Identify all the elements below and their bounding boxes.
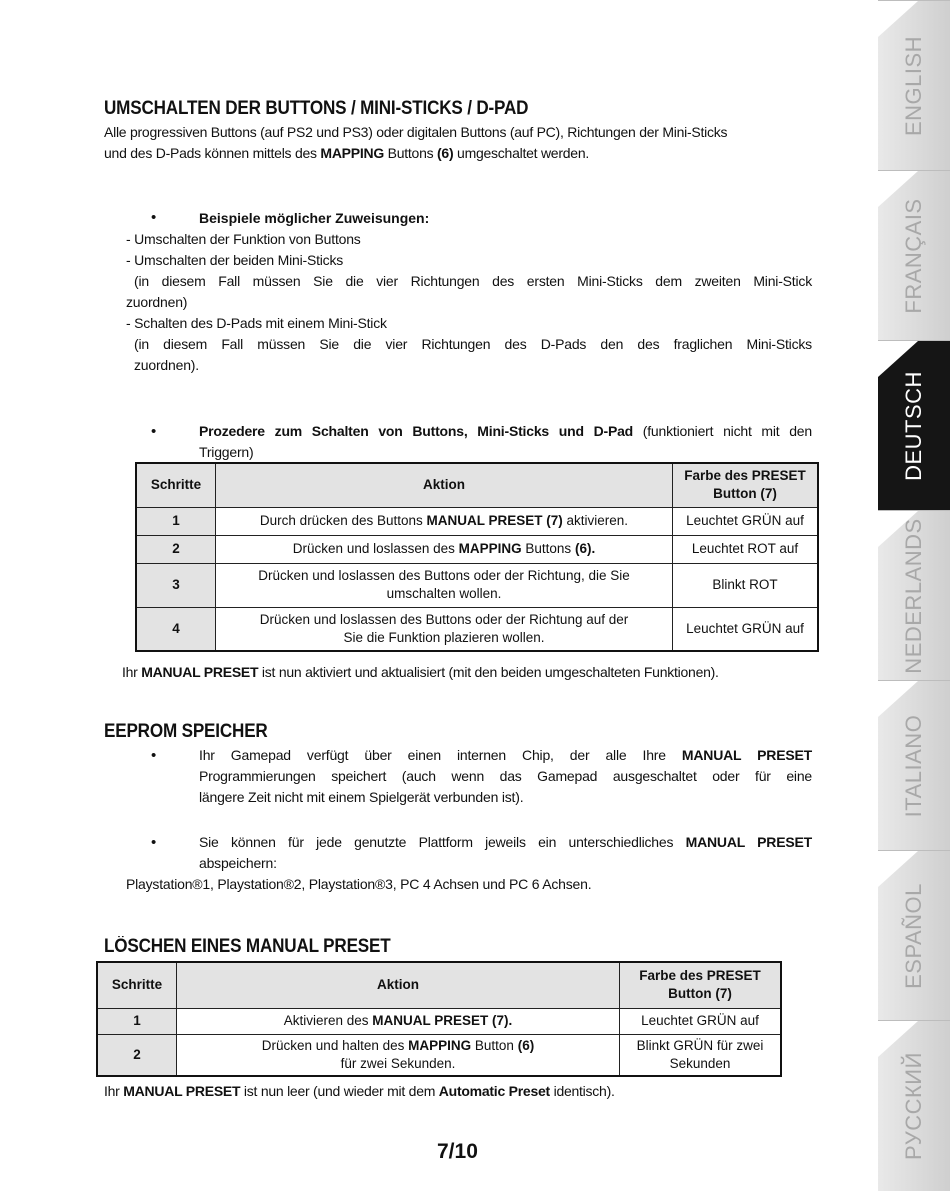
eeprom-bullet-2: Sie können für jede genutzte Plattform jeweils ein unterschiedliches MANUAL PRESET abspeichern:: [199, 834, 812, 871]
examples-heading: Beispiele möglicher Zuweisungen:: [199, 210, 430, 226]
table-row: 4 Drücken und loslassen des Buttons oder der Richtung auf der Sie die Funktion plazieren wollen. Leuchtet GRÜN auf: [136, 607, 818, 651]
table-row: 3 Drücken und loslassen des Buttons oder der Richtung, die Sie umschalten wollen. Blinkt ROT: [136, 563, 818, 607]
intro-line-1: Alle progressiven Buttons (auf PS2 und PS3) oder digitalen Buttons (auf PC), Richtungen der Mini-Sticks: [104, 124, 728, 140]
intro-line-2: und des D-Pads können mittels des MAPPING Buttons (6) umgeschaltet werden.: [104, 145, 589, 161]
tab-english[interactable]: ENGLISH: [878, 0, 950, 171]
example-item: - Schalten des D-Pads mit einem Mini-Stick: [126, 315, 387, 331]
procedure-heading: Prozedere zum Schalten von Buttons, Mini-Sticks und D-Pad (funktioniert nicht mit den Triggern): [199, 423, 812, 460]
bullet-icon: •: [151, 834, 157, 851]
example-note: zuordnen).: [134, 357, 199, 373]
section-heading-eeprom: EEPROM SPEICHER: [104, 721, 268, 742]
example-note: zuordnen): [126, 294, 188, 310]
tab-espanol[interactable]: ESPAÑOL: [878, 850, 950, 1021]
col-header-step: Schritte: [97, 962, 177, 1008]
delete-steps-table: [96, 961, 782, 1077]
tab-russian[interactable]: РУССКИЙ: [878, 1020, 950, 1191]
table-row: 2 Drücken und loslassen des MAPPING Buttons (6). Leuchtet ROT auf: [136, 535, 818, 563]
bullet-icon: •: [151, 747, 157, 764]
col-header-step: Schritte: [136, 463, 216, 507]
col-header-action: Aktion: [216, 463, 673, 507]
example-note: (in diesem Fall müssen Sie die vier Richtungen des D-Pads den des fraglichen Mini-Sticks: [134, 336, 812, 352]
examples-list: [126, 229, 812, 376]
delete-summary: Ihr MANUAL PRESET ist nun leer (und wieder mit dem Automatic Preset identisch).: [104, 1083, 615, 1099]
remapping-steps-table: [135, 462, 819, 652]
table-row: 2 Drücken und halten des MAPPING Button (6) für zwei Sekunden. Blinkt GRÜN für zwei Sekunden: [97, 1034, 781, 1076]
example-note: (in diesem Fall müssen Sie die vier Richtungen des ersten Mini-Sticks dem zweiten Mini-Stick: [134, 273, 812, 289]
section-heading-remapping: UMSCHALTEN DER BUTTONS / MINI-STICKS / D-PAD: [104, 98, 529, 119]
col-header-color: Farbe des PRESET Button (7): [673, 463, 819, 507]
eeprom-bullet-1: Ihr Gamepad verfügt über einen internen Chip, der alle Ihre MANUAL PRESET Programmierungen speichert (auch wenn das Gamepad ausgeschaltet oder für eine längere Zeit nicht mit einem Spielgerät verbunden ist).: [199, 747, 812, 805]
col-header-color: Farbe des PRESET Button (7): [620, 962, 782, 1008]
page-number: 7/10: [437, 1140, 478, 1163]
example-item: - Umschalten der beiden Mini-Sticks: [126, 252, 344, 268]
remapping-intro: [104, 122, 814, 164]
tab-italiano[interactable]: ITALIANO: [878, 680, 950, 851]
language-tabs: [878, 0, 950, 1189]
section-heading-delete-preset: LÖSCHEN EINES MANUAL PRESET: [104, 936, 391, 957]
example-item: - Umschalten der Funktion von Buttons: [126, 231, 361, 247]
remapping-summary: Ihr MANUAL PRESET ist nun aktiviert und aktualisiert (mit den beiden umgeschalteten Funktionen).: [122, 664, 719, 680]
table-row: 1 Aktivieren des MANUAL PRESET (7). Leuchtet GRÜN auf: [97, 1008, 781, 1034]
col-header-action: Aktion: [177, 962, 620, 1008]
table-row: 1 Durch drücken des Buttons MANUAL PRESET (7) aktivieren. Leuchtet GRÜN auf: [136, 507, 818, 535]
tab-nederlands[interactable]: NEDERLANDS: [878, 510, 950, 681]
tab-deutsch[interactable]: DEUTSCH: [878, 340, 950, 511]
bullet-icon: •: [151, 423, 157, 440]
platform-list: Playstation®1, Playstation®2, Playstation®3, PC 4 Achsen und PC 6 Achsen.: [126, 876, 592, 892]
bullet-icon: •: [151, 209, 157, 226]
tab-francais[interactable]: FRANÇAIS: [878, 170, 950, 341]
